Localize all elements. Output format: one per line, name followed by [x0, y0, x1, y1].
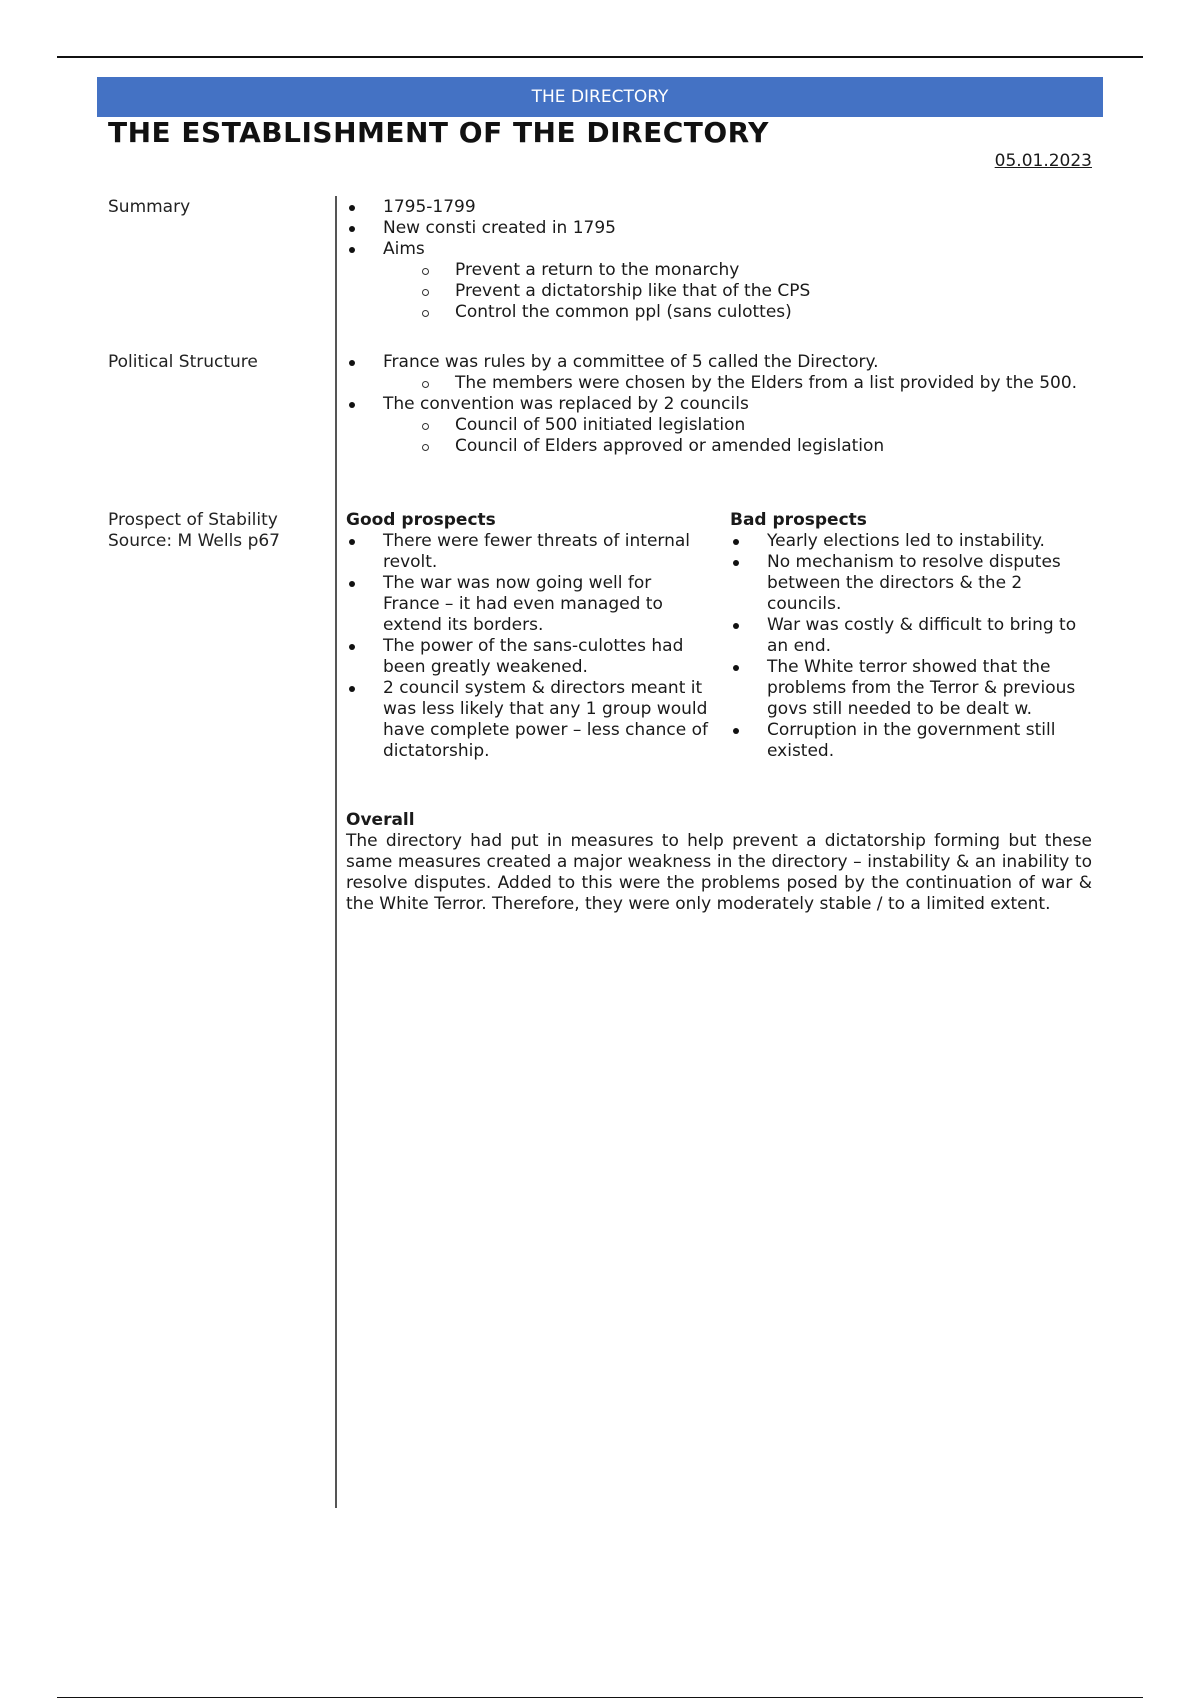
top-rule	[57, 56, 1143, 58]
sub-list-item: The members were chosen by the Elders from a list provided by the 500.	[419, 373, 1092, 394]
sub-list-item: Council of Elders approved or amended legislation	[419, 436, 1092, 457]
list-item: War was costly & difficult to bring to an end.	[730, 615, 1092, 657]
good-prospects-heading: Good prospects	[346, 510, 496, 530]
summary-list	[346, 197, 1092, 323]
list-item-text: France was rules by a committee of 5 called the Directory.	[383, 352, 879, 372]
list-item	[346, 239, 1092, 323]
list-item: The war was now going well for France – it had even managed to extend its borders.	[346, 573, 710, 636]
banner-text: THE DIRECTORY	[531, 87, 669, 107]
stability-source: Source: M Wells p67	[108, 531, 280, 551]
summary-section	[346, 197, 1092, 323]
overall-paragraph: The directory had put in measures to help prevent a dictatorship forming but these same measures created a major weakness in the directory – instability & an inability to resolve disputes. Added to this were the problems posed by the continuation of war & the White Terror. Therefore, they were only moderately stable / to a limited extent.	[346, 831, 1092, 914]
list-item: The White terror showed that the problems from the Terror & previous govs still needed to be dealt w.	[730, 657, 1092, 720]
header-banner	[97, 77, 1103, 117]
prospects-section	[346, 510, 1092, 810]
councils-sublist	[419, 415, 1092, 457]
political-structure-label: Political Structure	[108, 352, 258, 372]
good-prospects-column	[346, 510, 710, 762]
political-structure-section	[346, 352, 1092, 457]
list-item-text: Aims	[383, 239, 425, 259]
overall-heading: Overall	[346, 810, 415, 830]
list-item: 2 council system & directors meant it was less likely that any 1 group would have complete power – less chance of dictatorship.	[346, 678, 710, 762]
list-item: 1795-1799	[346, 197, 1092, 218]
bad-prospects-list	[730, 531, 1092, 762]
list-item: New consti created in 1795	[346, 218, 1092, 239]
list-item: Yearly elections led to instability.	[730, 531, 1092, 552]
stability-title: Prospect of Stability	[108, 510, 278, 530]
summary-label: Summary	[108, 197, 191, 217]
overall-section	[346, 810, 1092, 915]
date-label: 05.01.2023	[994, 151, 1092, 171]
political-sublist	[419, 373, 1092, 394]
list-item: There were fewer threats of internal revolt.	[346, 531, 710, 573]
list-item: Corruption in the government still existed.	[730, 720, 1092, 762]
sub-list-item: Prevent a return to the monarchy	[419, 260, 1092, 281]
sub-list-item: Council of 500 initiated legislation	[419, 415, 1092, 436]
list-item	[346, 394, 1092, 457]
bad-prospects-heading: Bad prospects	[730, 510, 867, 530]
column-divider	[335, 196, 337, 1508]
list-item-text: The convention was replaced by 2 councils	[383, 394, 749, 414]
aims-sublist	[419, 260, 1092, 323]
sub-list-item: Prevent a dictatorship like that of the CPS	[419, 281, 1092, 302]
stability-label	[108, 510, 280, 552]
page-title: THE ESTABLISHMENT OF THE DIRECTORY	[108, 116, 769, 149]
sub-list-item: Control the common ppl (sans culottes)	[419, 302, 1092, 323]
good-prospects-list	[346, 531, 710, 762]
bad-prospects-column	[730, 510, 1092, 762]
political-list	[346, 352, 1092, 457]
list-item: The power of the sans-culottes had been greatly weakened.	[346, 636, 710, 678]
list-item: No mechanism to resolve disputes between the directors & the 2 councils.	[730, 552, 1092, 615]
list-item	[346, 352, 1092, 394]
bottom-rule	[57, 1697, 1143, 1698]
